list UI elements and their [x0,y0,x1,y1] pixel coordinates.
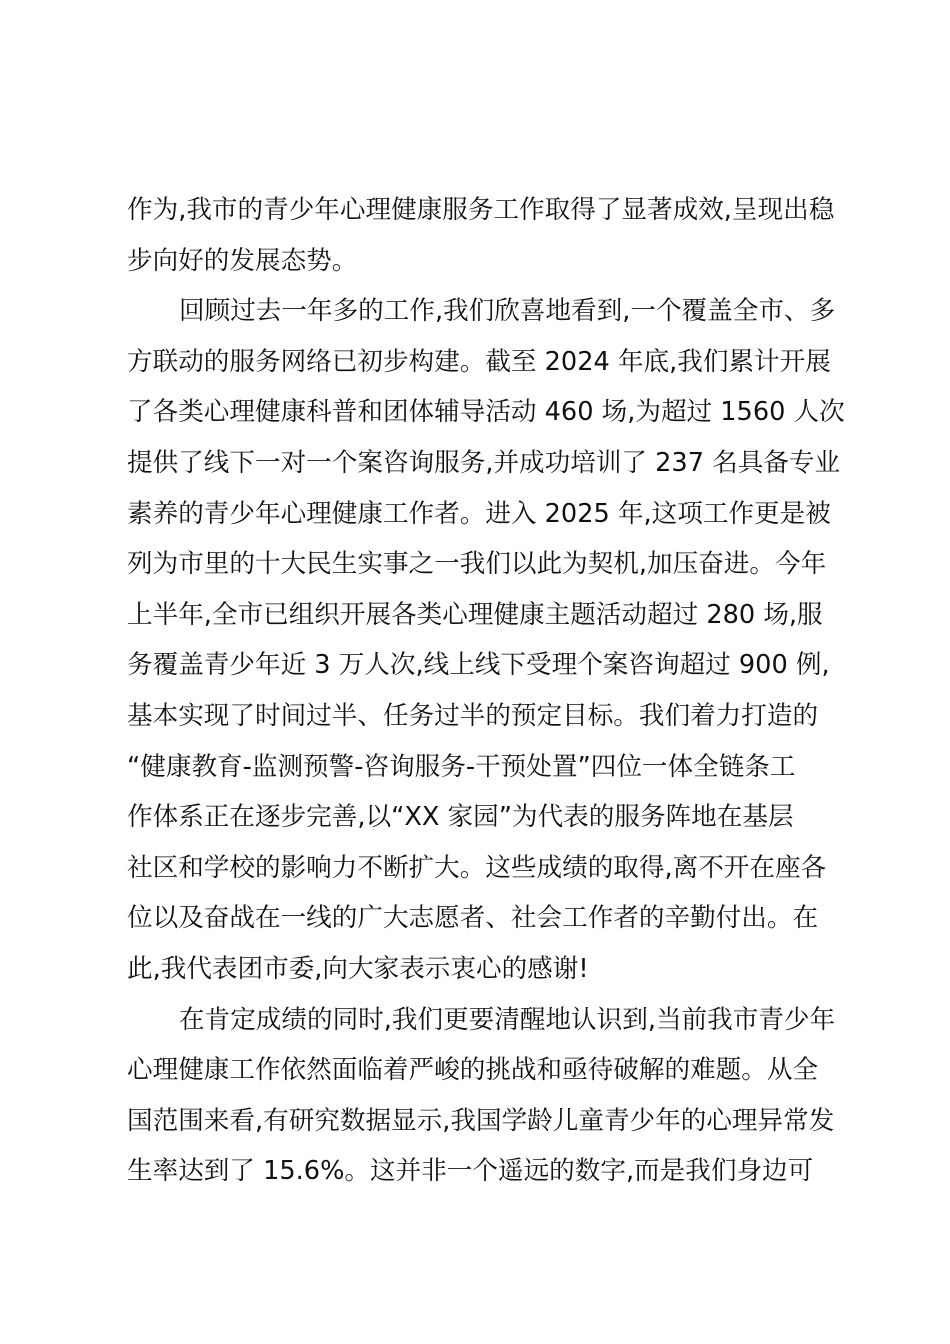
text-line: 位以及奋战在一线的广大志愿者、社会工作者的辛勤付出。在 [127,903,819,934]
text-line: 基本实现了时间过半、任务过半的预定目标。我们着力打造的 [127,700,819,731]
text-line: 作为,我市的青少年心理健康服务工作取得了显著成效,呈现出稳 [127,195,835,225]
text-line: 作体系正在逐步完善,以“XX 家园”为代表的服务阵地在基层 [127,802,794,833]
text-line: 步向好的发展态势。 [127,245,358,276]
text-line: 社区和学校的影响力不断扩大。这些成绩的取得,离不开在座各 [127,852,827,883]
text-line: 上半年,全市已组织开展各类心理健康主题活动超过 280 场,服 [127,599,823,630]
text-line: 列为市里的十大民生实事之一我们以此为契机,加压奋进。今年 [127,549,827,580]
text-line: 生率达到了 15.6%。这并非一个遥远的数字,而是我们身边可 [127,1156,814,1187]
text-line: 此,我代表团市委,向大家表示衷心的感谢! [127,953,589,984]
text-line: 国范围来看,有研究数据显示,我国学龄儿童青少年的心理异常发 [127,1105,835,1136]
text-line: 心理健康工作依然面临着严峻的挑战和亟待破解的难题。从全 [127,1055,819,1086]
text-line: “健康教育-监测预警-咨询服务-干预处置”四位一体全链条工 [127,751,796,782]
document-body [127,185,845,1197]
text-line: 回顾过去一年多的工作,我们欣喜地看到,一个覆盖全市、多 [179,296,836,327]
text-line: 方联动的服务网络已初步构建。截至 2024 年底,我们累计开展 [127,346,831,377]
text-line: 提供了线下一对一个案咨询服务,并成功培训了 237 名具备专业 [127,447,841,478]
text-line: 素养的青少年心理健康工作者。进入 2025 年,这项工作更是被 [127,498,831,529]
text-line: 务覆盖青少年近 3 万人次,线上线下受理个案咨询超过 900 例, [127,650,830,681]
text-line: 了各类心理健康科普和团体辅导活动 460 场,为超过 1560 人次 [127,397,845,428]
text-line: 在肯定成绩的同时,我们更要清醒地认识到,当前我市青少年 [179,1004,836,1035]
